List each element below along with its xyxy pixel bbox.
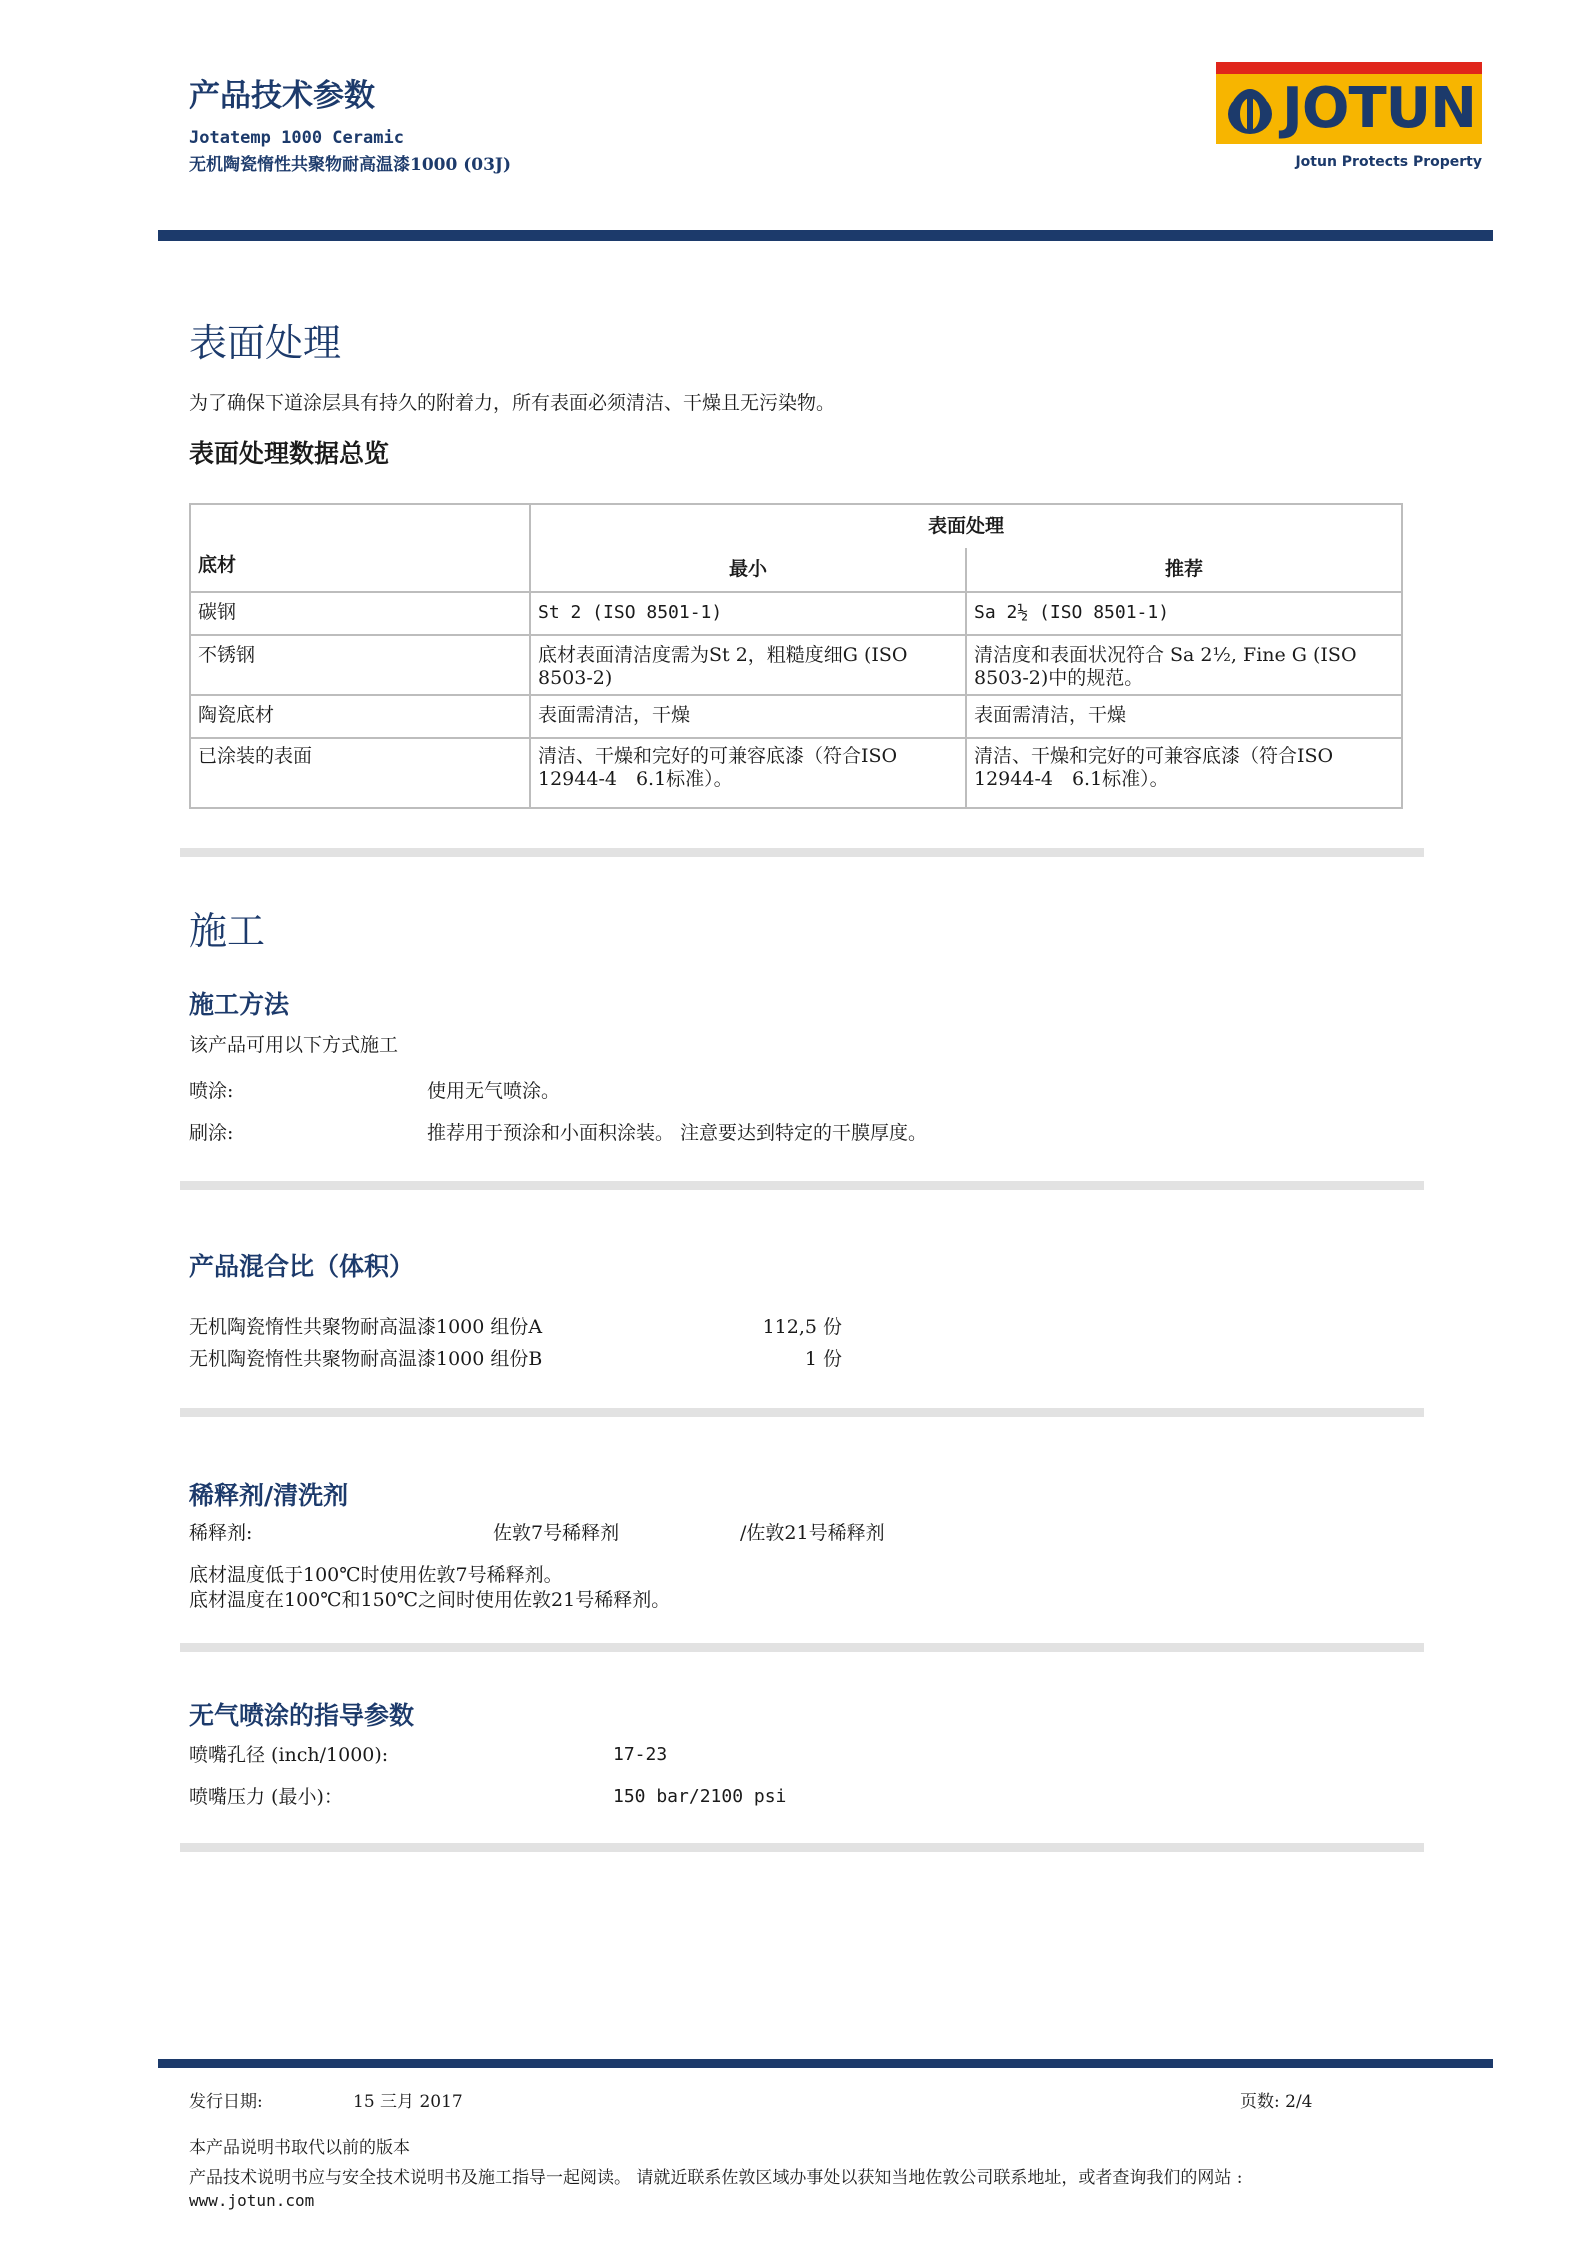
cell-line: 8503-2)	[538, 667, 613, 689]
table-row	[190, 738, 1402, 808]
cell-rec: Sa 2½ (ISO 8501-1)	[966, 592, 1402, 635]
mixing-value: 112,5 份	[762, 1316, 842, 1338]
cell-line: 清洁度和表面状况符合 Sa 2½, Fine G (ISO	[974, 644, 1357, 666]
logo-wordmark: JOTUN	[1282, 76, 1476, 141]
method-label: 刷涂:	[189, 1122, 234, 1144]
airless-value: 150 bar/2100 psi	[613, 1786, 787, 1807]
cell-substrate: 不锈钢	[190, 635, 530, 695]
doc-heading: 产品技术参数	[189, 78, 375, 114]
footer-note: 本产品说明书取代以前的版本	[189, 2138, 410, 2158]
cell-line: 清洁、干燥和完好的可兼容底漆（符合ISO	[538, 745, 898, 767]
airless-label: 喷嘴压力 (最小)：	[189, 1786, 343, 1808]
logo-tagline: Jotun Protects Property	[1295, 154, 1482, 170]
mixing-label: 无机陶瓷惰性共聚物耐高温漆1000 组份A	[189, 1316, 543, 1338]
section-divider	[180, 1181, 1424, 1190]
cell-rec	[966, 635, 1402, 695]
section-divider	[180, 848, 1424, 857]
product-name: Jotatemp 1000 Ceramic	[189, 128, 404, 148]
table-row	[190, 695, 1402, 738]
cell-line: 8503-2)中的规范。	[974, 667, 1144, 689]
header-rule	[158, 230, 1493, 241]
cell-min: St 2 (ISO 8501-1)	[530, 592, 966, 635]
method-value: 使用无气喷涂。	[427, 1080, 561, 1102]
cell-rec	[966, 738, 1402, 808]
website-link[interactable]: www.jotun.com	[189, 2191, 315, 2210]
cell-min	[530, 738, 966, 808]
cell-line: 12944-4 6.1标准）。	[974, 768, 1169, 790]
mixing-label: 无机陶瓷惰性共聚物耐高温漆1000 组份B	[189, 1348, 543, 1370]
surface-summary-title: 表面处理数据总览	[189, 439, 390, 468]
methods-intro: 该产品可用以下方式施工	[189, 1034, 399, 1056]
logo-red-band	[1216, 62, 1482, 74]
surface-title: 表面处理	[189, 321, 342, 365]
product-name-cn: 无机陶瓷惰性共聚物耐高温漆1000 (03J)	[189, 155, 512, 175]
method-value: 推荐用于预涂和小面积涂装。 注意要达到特定的干膜厚度。	[427, 1122, 928, 1144]
surface-intro: 为了确保下道涂层具有持久的附着力，所有表面必须清洁、干燥且无污染物。	[189, 392, 836, 414]
cell-substrate: 碳钢	[190, 592, 530, 635]
cell-line: 清洁、干燥和完好的可兼容底漆（符合ISO	[974, 745, 1334, 767]
mixing-value: 1 份	[804, 1348, 842, 1370]
surface-table	[189, 503, 1403, 809]
col-group-surface: 表面处理	[530, 504, 1402, 548]
cell-rec: 表面需清洁，干燥	[966, 695, 1402, 738]
thinner-note: 底材温度低于100℃时使用佐敦7号稀释剂。	[189, 1564, 563, 1586]
footer-rule	[158, 2059, 1493, 2068]
cell-min	[530, 635, 966, 695]
thinner-note: 底材温度在100℃和150℃之间时使用佐敦21号稀释剂。	[189, 1589, 671, 1611]
methods-title: 施工方法	[189, 990, 290, 1019]
jotun-emblem-icon	[1222, 80, 1278, 138]
col-recommended: 推荐	[966, 548, 1402, 592]
cell-line: 12944-4 6.1标准）。	[538, 768, 733, 790]
thinner-label: 稀释剂:	[189, 1522, 253, 1544]
table-row	[190, 592, 1402, 635]
cell-substrate: 已涂装的表面	[190, 738, 530, 808]
col-min: 最小	[530, 548, 966, 592]
cell-line: 底材表面清洁度需为St 2，粗糙度细G (ISO	[538, 644, 908, 666]
table-row	[190, 635, 1402, 695]
footer-note: 产品技术说明书应与安全技术说明书及施工指导一起阅读。 请就近联系佐敦区域办事处以获知当地佐敦公司联系地址，或者查询我们的网站 :	[189, 2168, 1243, 2188]
col-substrate: 底材	[190, 504, 530, 592]
airless-title: 无气喷涂的指导参数	[189, 1701, 415, 1730]
airless-label: 喷嘴孔径 (inch/1000):	[189, 1744, 389, 1766]
page-number: 页数: 2/4	[1240, 2092, 1313, 2112]
section-divider	[180, 1408, 1424, 1417]
cell-min: 表面需清洁，干燥	[530, 695, 966, 738]
thinner-title: 稀释剂/清洗剂	[189, 1481, 349, 1510]
cell-substrate: 陶瓷底材	[190, 695, 530, 738]
section-divider	[180, 1843, 1424, 1852]
thinner-value-1: 佐敦7号稀释剂	[493, 1522, 620, 1544]
airless-value: 17-23	[613, 1744, 668, 1765]
method-label: 喷涂:	[189, 1080, 234, 1102]
jotun-logo	[1216, 62, 1482, 174]
mixing-title: 产品混合比（体积）	[189, 1252, 415, 1281]
section-divider	[180, 1643, 1424, 1652]
issue-date: 15 三月 2017	[353, 2092, 463, 2112]
issue-label: 发行日期:	[189, 2092, 263, 2112]
application-title: 施工	[189, 909, 266, 953]
thinner-value-2: /佐敦21号稀释剂	[740, 1522, 885, 1544]
